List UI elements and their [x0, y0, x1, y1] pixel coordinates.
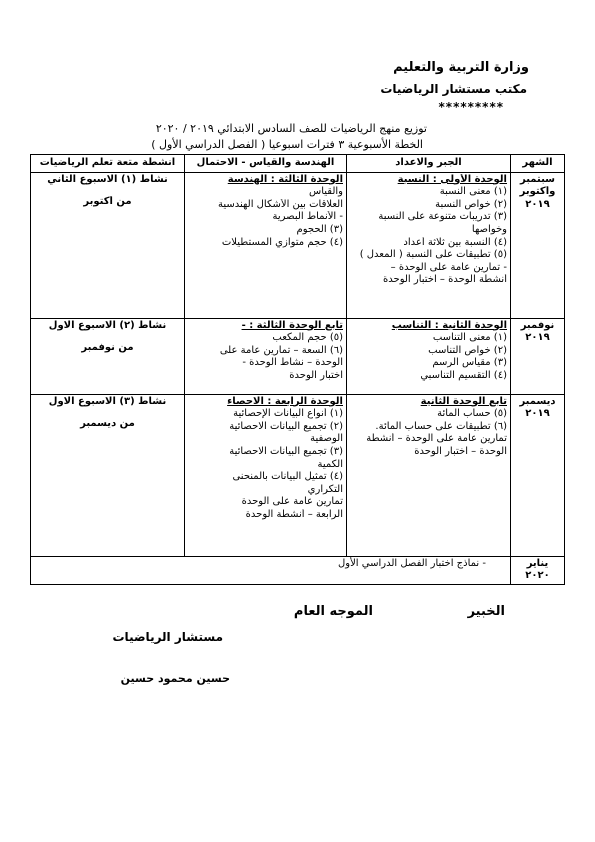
header-month: الشهر	[511, 155, 565, 173]
lesson-item: أنشطة الوحدة – اختبار الوحدة	[383, 274, 507, 286]
geometry-cell	[185, 394, 347, 556]
table-row	[31, 556, 565, 584]
table-row	[31, 318, 565, 394]
activity-cell	[31, 172, 185, 318]
activity-label: نشاط (٣) الاسبوع الاول	[48, 395, 167, 407]
lesson-item: (١) معنى النسبة	[439, 186, 507, 198]
lesson-item: (٣) تجميع البيانات الاحصائية	[229, 445, 343, 457]
lesson-item: - تمارين عامة على الوحدة –	[390, 261, 507, 273]
lesson-item: (٤) حجم متوازي المستطيلات	[221, 236, 343, 248]
unit-title-cont: والقياس	[309, 186, 343, 198]
activity-when: من نوفمبر	[81, 342, 134, 354]
activity-when: من أكتوبر	[83, 196, 132, 208]
lesson-item: (٣) مقياس الرسم	[432, 357, 507, 369]
activity-cell	[31, 394, 185, 556]
lesson-item: (٦) تطبيقات على حساب المائة.	[375, 420, 507, 432]
activity-when: من ديسمبر	[80, 418, 135, 430]
expert-signature: الخبير	[467, 604, 505, 619]
geometry-cell	[185, 318, 347, 394]
document-subtitle: الخطة الأسبوعية ٣ فترات اسبوعيا ( الفصل الدراسي الأول )	[151, 138, 423, 151]
lesson-item: تمارين عامة على الوحدة	[241, 496, 343, 508]
supervisor-signature: الموجه العام	[293, 604, 373, 619]
lesson-item: (٤) تمثيل البيانات بالمنحنى	[232, 471, 343, 483]
month-year: ٢٠١٩	[525, 332, 550, 344]
consultant-title: مستشار الرياضيات	[112, 630, 223, 644]
lesson-item: (٤) النسبة بين ثلاثة أعداد	[403, 236, 507, 248]
document-title: توزيع منهج الرياضيات للصف السادس الابتدائي ٢٠١٩ / ٢٠٢٠	[155, 122, 427, 135]
month-name: نوفمبر	[520, 319, 555, 331]
lesson-item: (٦) السعة – تمارين عامة على	[219, 344, 343, 356]
lesson-item: (٥) تطبيقات على النسبة ( المعدل )	[359, 249, 507, 261]
office-name: مكتب مستشار الرياضيات	[380, 82, 527, 96]
activity-label: نشاط (٢) الاسبوع الاول	[48, 319, 167, 331]
algebra-cell	[347, 172, 511, 318]
unit-title: تابع الوحدة الثانية	[420, 395, 507, 407]
lesson-item: وخواصها	[471, 223, 507, 235]
lesson-item: (٢) خواص النسبة	[435, 198, 507, 210]
unit-title: تابع الوحدة الثالثة : -	[241, 319, 343, 331]
table-row	[31, 394, 565, 556]
month-cell	[511, 394, 565, 556]
month-name: يناير	[526, 557, 549, 569]
lesson-item: تمارين عامة على الوحدة – أنشطة	[366, 433, 507, 445]
algebra-cell	[347, 318, 511, 394]
month-name: ديسمبر	[519, 395, 556, 407]
lesson-item: الوصفية	[310, 433, 343, 445]
stars-divider: *********	[438, 100, 504, 114]
table-header-row	[31, 155, 565, 173]
lesson-item: (٣) الحجوم	[296, 223, 343, 235]
month-name: سبتمبر	[519, 173, 555, 185]
activity-label: نشاط (١) الاسبوع الثاني	[47, 173, 168, 185]
lesson-item: الكمية	[317, 458, 343, 470]
ministry-name: وزارة التربية والتعليم	[393, 60, 529, 75]
header-geometry: الهندسة والقياس - الاحتمال	[185, 155, 347, 173]
lesson-item: التكراري	[307, 483, 343, 495]
lesson-item: (٢) تجميع البيانات الاحصائية	[229, 420, 343, 432]
final-row-cell	[31, 556, 511, 584]
lesson-item: (١) معنى التناسب	[432, 332, 507, 344]
month-year: ٢٠١٩	[525, 198, 550, 210]
lesson-item: الوحدة – نشاط الوحدة -	[242, 357, 343, 369]
month-year: ٢٠٢٠	[525, 570, 550, 582]
consultant-name: حسين محمود حسين	[120, 672, 230, 685]
unit-title: الوحدة الرابعة : الاحصاء	[227, 395, 343, 407]
algebra-cell	[347, 394, 511, 556]
lesson-item: (٤) التقسيم التناسبي	[420, 369, 507, 381]
month-year: ٢٠١٩	[525, 408, 550, 420]
lesson-item: الرابعة – أنشطة الوحدة	[245, 508, 343, 520]
curriculum-table	[30, 154, 565, 585]
lesson-item: - الأنماط البصرية	[272, 211, 343, 223]
lesson-item: (١) أنواع البيانات الإحصائية	[233, 408, 343, 420]
lesson-item: (٣) تدريبات متنوعة على النسبة	[378, 211, 507, 223]
unit-title: الوحدة الأولى : النسبة	[397, 173, 507, 185]
month-cell	[511, 172, 565, 318]
lesson-item: اختبار الوحدة	[289, 369, 343, 381]
unit-title: الوحدة الثالثة : الهندسة	[227, 173, 343, 185]
final-row-text: - نماذج اختبار الفصل الدراسي الأول	[338, 557, 486, 569]
month-cell	[511, 318, 565, 394]
unit-title: الوحدة الثانية : التناسب	[391, 319, 507, 331]
lesson-item: (٥) حجم المكعب	[272, 332, 343, 344]
lesson-item: العلاقات بين الأشكال الهندسية	[218, 198, 343, 210]
activity-cell	[31, 318, 185, 394]
lesson-item: (٢) خواص التناسب	[428, 344, 507, 356]
lesson-item: (٥) حساب المائة	[437, 408, 507, 420]
geometry-cell	[185, 172, 347, 318]
header-activities: انشطة متعة تعلم الرياضيات	[31, 155, 185, 173]
month-cell	[511, 556, 565, 584]
lesson-item: الوحدة – اختبار الوحدة	[414, 445, 507, 457]
month-name: وأكتوبر	[519, 186, 556, 198]
header-algebra: الجبر والاعداد	[347, 155, 511, 173]
table-row	[31, 172, 565, 318]
